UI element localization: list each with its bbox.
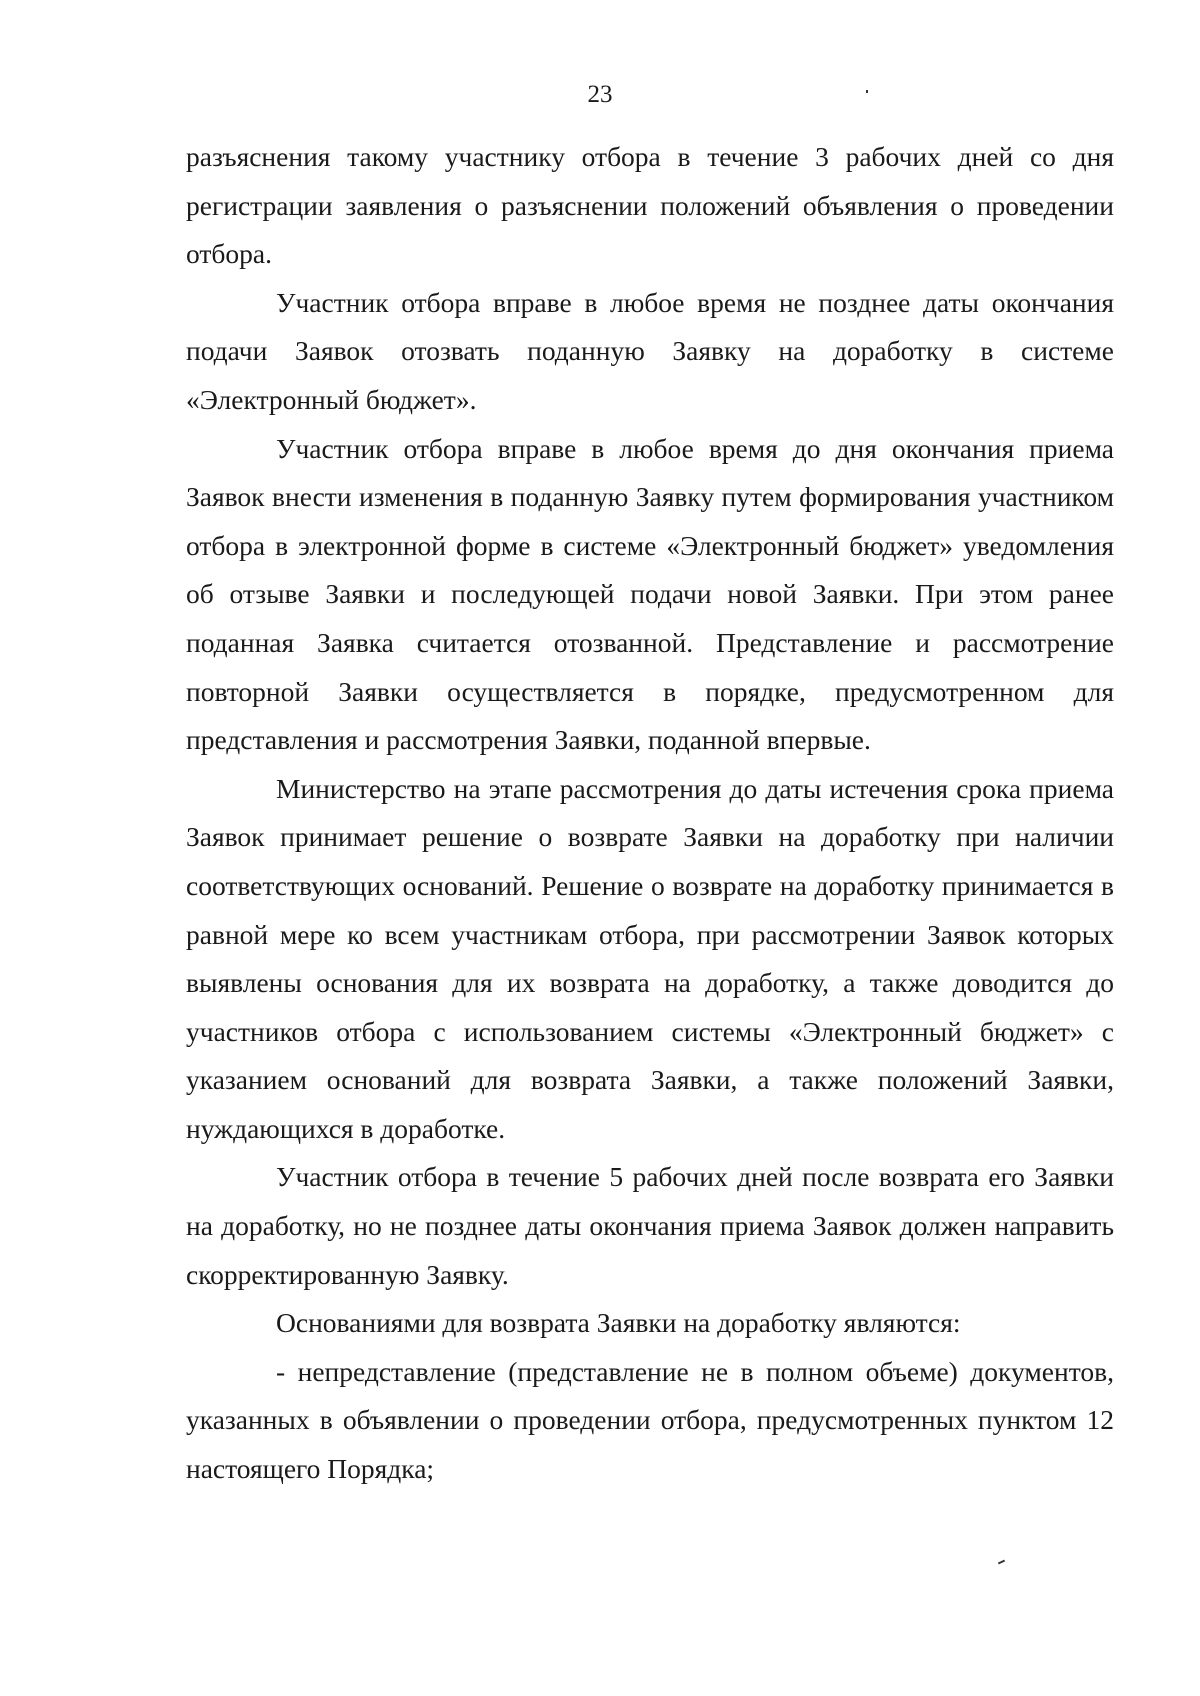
paragraph-ministry-return-decision: Министерство на этапе рассмотрения до даты истечения срока приема Заявок принимает решение о возврате Заявки на доработку при наличии соответствующих оснований. Решение о возврате на доработку принимается в равной мере ко всем участникам отбора, при рассмотрении Заявок которых выявлены основания для их возврата на доработку, а также доводится до участников отбора с использованием системы «Электронный бюджет» с указанием оснований для возврата Заявки, а также положений Заявки, нуждающихся в доработке. bbox=[186, 772, 1114, 1144]
scan-speck bbox=[866, 90, 868, 93]
paragraph-amend-application: Участник отбора вправе в любое время до дня окончания приема Заявок внести изменения в поданную Заявку путем формирования участником отбора в электронной форме в системе «Электронный бюджет» уведомления об отзыве Заявки и последующей подачи новой Заявки. При этом ранее поданная Заявка считается отозванной. Представление и рассмотрение повторной Заявки осуществляется в порядке, предусмотренном для представления и рассмотрения Заявки, поданной впервые. bbox=[186, 432, 1114, 756]
scan-speck bbox=[998, 1560, 1005, 1565]
paragraph-withdraw-application: Участник отбора вправе в любое время не позднее даты окончания подачи Заявок отозвать поданную Заявку на доработку в системе «Электронный бюджет». bbox=[186, 286, 1114, 415]
document-body bbox=[186, 133, 1114, 1494]
paragraph-continuation: разъяснения такому участнику отбора в течение 3 рабочих дней со дня регистрации заявления о разъяснении положений объявления о проведении отбора. bbox=[186, 141, 1114, 270]
paragraph-resubmission-deadline: Участник отбора в течение 5 рабочих дней после возврата его Заявки на доработку, но не позднее даты окончания приема Заявок должен направить скорректированную Заявку. bbox=[186, 1161, 1114, 1290]
list-item-ground-missing-documents: - непредставление (представление не в полном объеме) документов, указанных в объявлении о проведении отбора, предусмотренных пунктом 12 настоящего Порядка; bbox=[186, 1355, 1114, 1485]
page-number: 23 bbox=[587, 81, 613, 108]
paragraph-return-grounds-intro: Основаниями для возврата Заявки на доработку являются: bbox=[276, 1307, 961, 1339]
